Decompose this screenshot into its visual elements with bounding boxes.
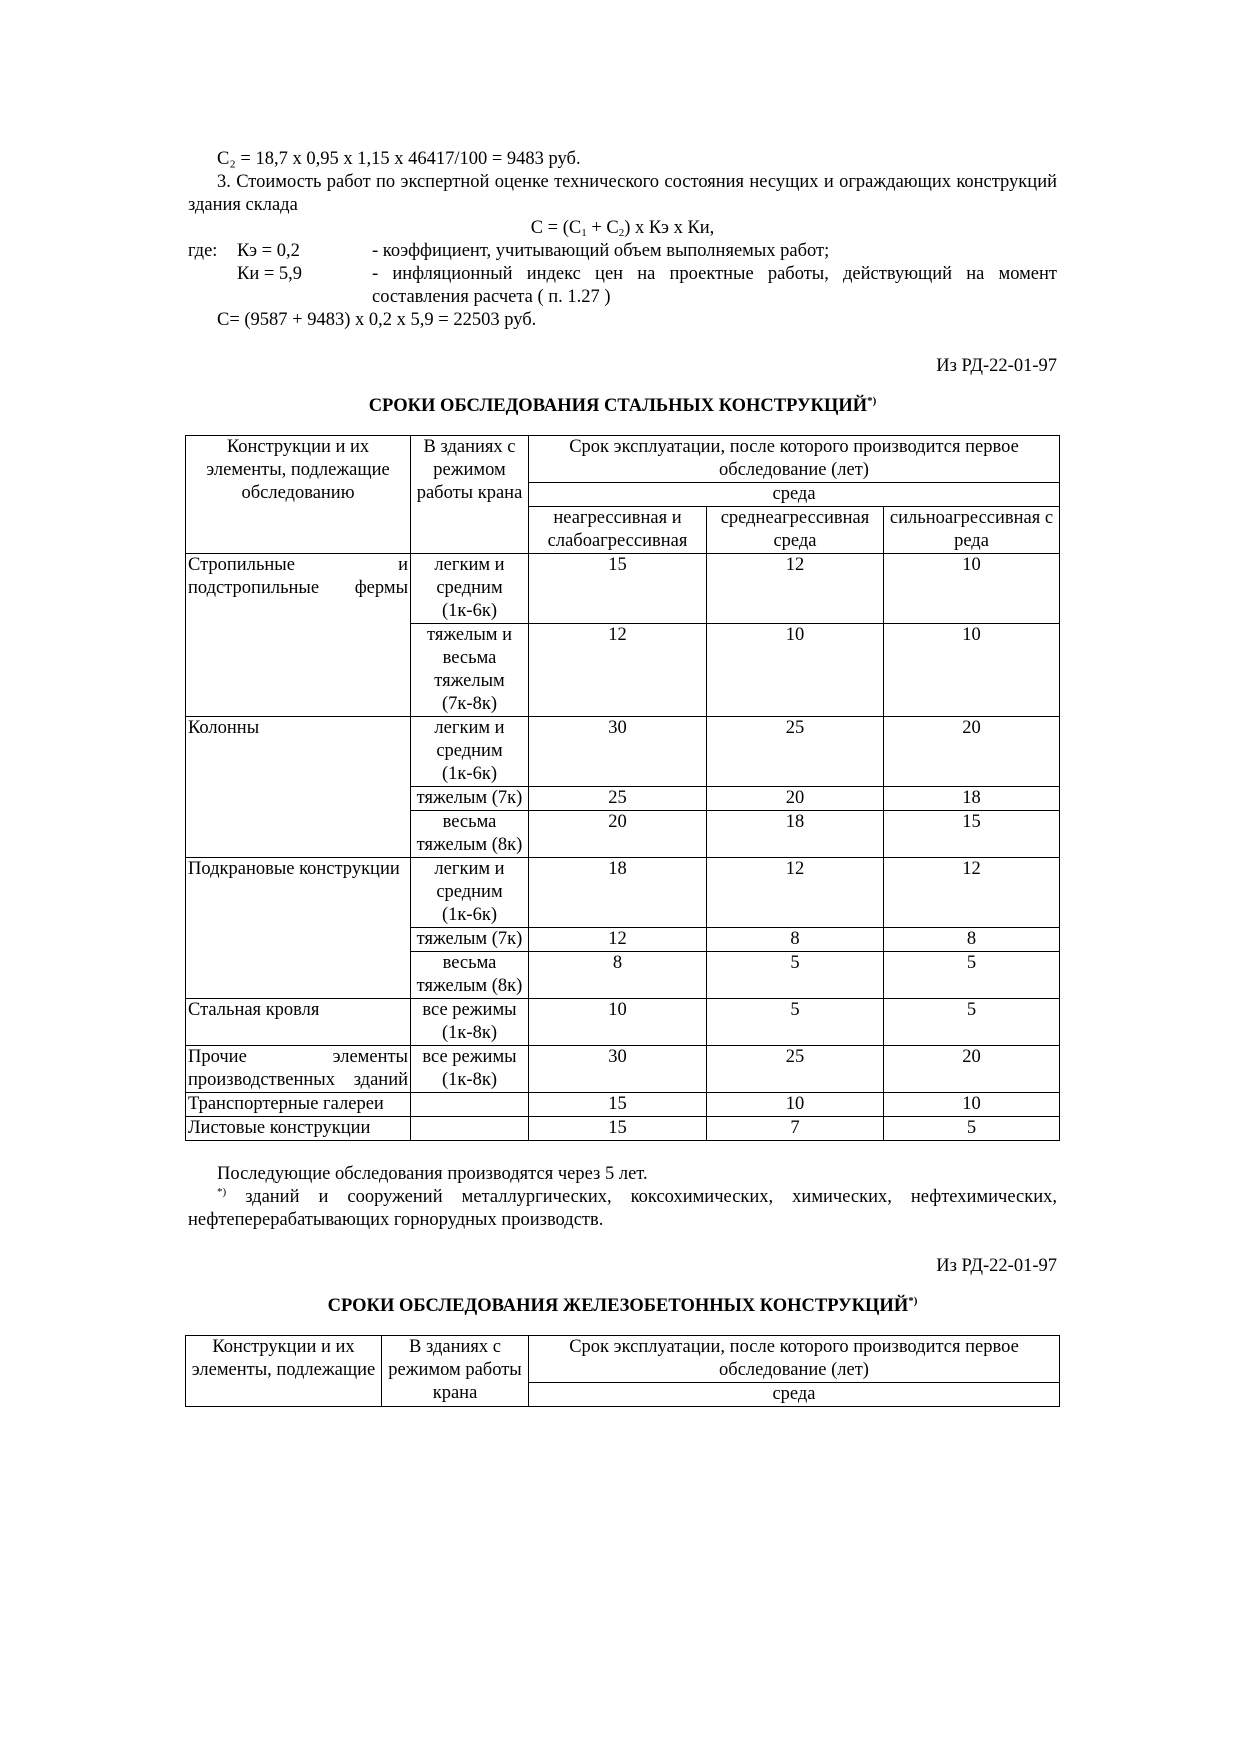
row-value: 15 — [529, 1093, 707, 1117]
table-row — [186, 554, 1060, 624]
row-value: 10 — [707, 1093, 884, 1117]
row-value: 20 — [884, 717, 1060, 787]
row-mode — [411, 1093, 529, 1117]
row-value: 8 — [707, 928, 884, 952]
row-value: 18 — [707, 811, 884, 858]
row-value: 10 — [884, 554, 1060, 624]
header-service-period: Срок эксплуатации, после которого производится первое обследование (лет) — [529, 1336, 1060, 1383]
row-value: 5 — [884, 999, 1060, 1046]
row-value: 15 — [529, 554, 707, 624]
row-element: Прочие элементы производственных зданий — [186, 1046, 411, 1093]
row-mode — [411, 1117, 529, 1141]
header-crane-mode: В зданиях с режимом работы крана — [382, 1336, 529, 1407]
row-element: Листовые конструкции — [186, 1117, 411, 1141]
row-value: 30 — [529, 717, 707, 787]
source-reference-1: Из РД-22-01-97 — [936, 356, 1057, 376]
row-element: Подкрановые конструкции — [186, 858, 411, 999]
row-value: 25 — [707, 717, 884, 787]
section-title-concrete-text: СРОКИ ОБСЛЕДОВАНИЯ ЖЕЛЕЗОБЕТОННЫХ КОНСТРУКЦИЙ — [327, 1296, 909, 1316]
row-mode: тяжелым (7к) — [411, 787, 529, 811]
table-row — [186, 1117, 1060, 1141]
section-title-steel-text: СРОКИ ОБСЛЕДОВАНИЯ СТАЛЬНЫХ КОНСТРУКЦИЙ — [368, 396, 868, 416]
header-elements: Конструкции и их элементы, подлежащие — [186, 1336, 382, 1407]
row-value: 12 — [707, 554, 884, 624]
row-mode: легким и средним (1к-6к) — [411, 717, 529, 787]
row-value: 15 — [529, 1117, 707, 1141]
ki-description: - инфляционный индекс цен на проектные работы, действующий на момент составления расчета ( п. 1.27 ) — [372, 264, 1057, 307]
row-value: 12 — [529, 928, 707, 952]
cost-formula: $С = (С_1 + С_2)$ х Кэ х Ки, — [530, 218, 715, 239]
row-value: 18 — [529, 858, 707, 928]
row-value: 8 — [529, 952, 707, 999]
steel-inspection-table — [185, 435, 1060, 1141]
row-value: 18 — [884, 787, 1060, 811]
row-value: 20 — [707, 787, 884, 811]
row-value: 12 — [529, 624, 707, 717]
document-page — [188, 148, 1057, 1407]
footnote-mark: *) — [867, 395, 877, 407]
row-mode: легким и средним (1к-6к) — [411, 858, 529, 928]
concrete-inspection-table — [185, 1335, 1060, 1407]
row-element: Колонны — [186, 717, 411, 858]
row-value: 12 — [884, 858, 1060, 928]
paragraph-3: 3. Стоимость работ по экспертной оценке технического состояния несущих и ограждающих конструкций здания склада — [188, 172, 1057, 215]
row-element: Стальная кровля — [186, 999, 411, 1046]
row-mode: легким и средним (1к-6к) — [411, 554, 529, 624]
row-value: 12 — [707, 858, 884, 928]
row-mode: все режимы (1к-8к) — [411, 999, 529, 1046]
coefficient-ke-row — [188, 240, 1057, 263]
header-env-medium: среднеагрессивная среда — [707, 507, 884, 554]
ke-description: - коэффициент, учитывающий объем выполняемых работ; — [372, 241, 830, 261]
header-environment: среда — [529, 1383, 1060, 1407]
calc-c2-line: С₂ = 18,7 х 0,95 х 1,15 х 46417/100 = 9483 руб. — [217, 149, 581, 169]
table-row — [186, 999, 1060, 1046]
table-row — [186, 858, 1060, 928]
row-value: 15 — [884, 811, 1060, 858]
row-value: 10 — [884, 1093, 1060, 1117]
where-label: где: — [188, 241, 218, 261]
footnote-followup: Последующие обследования производятся через 5 лет. — [217, 1164, 648, 1184]
table-row — [186, 717, 1060, 787]
row-element: Транспортерные галереи — [186, 1093, 411, 1117]
table-row — [186, 1093, 1060, 1117]
header-elements: Конструкции и их элементы, подлежащие обследованию — [186, 436, 411, 554]
header-service-period: Срок эксплуатации, после которого производится первое обследование (лет) — [529, 436, 1060, 483]
footnote-mark: *) — [908, 1295, 918, 1307]
row-value: 30 — [529, 1046, 707, 1093]
row-mode: тяжелым (7к) — [411, 928, 529, 952]
row-value: 5 — [707, 999, 884, 1046]
row-mode: все режимы (1к-8к) — [411, 1046, 529, 1093]
row-value: 25 — [529, 787, 707, 811]
row-value: 8 — [884, 928, 1060, 952]
ke-symbol: Кэ = 0,2 — [237, 241, 300, 261]
row-value: 20 — [884, 1046, 1060, 1093]
table-header-row — [186, 436, 1060, 483]
row-mode: тяжелым и весьма тяжелым (7к-8к) — [411, 624, 529, 717]
header-environment: среда — [529, 483, 1060, 507]
row-mode: весьма тяжелым (8к) — [411, 952, 529, 999]
row-value: 10 — [707, 624, 884, 717]
header-crane-mode: В зданиях с режимом работы крана — [411, 436, 529, 554]
ki-symbol: Ки = 5,9 — [237, 264, 303, 284]
row-value: 7 — [707, 1117, 884, 1141]
section-title-concrete — [188, 1295, 1057, 1318]
table-header-row — [186, 1336, 1060, 1383]
row-element: Стропильные и подстропильные фермы — [186, 554, 411, 717]
table-row — [186, 1046, 1060, 1093]
row-value: 10 — [884, 624, 1060, 717]
footnote-industries — [188, 1186, 1057, 1232]
row-value: 5 — [707, 952, 884, 999]
coefficient-ki-row — [188, 263, 1057, 309]
row-mode: весьма тяжелым (8к) — [411, 811, 529, 858]
source-reference-2: Из РД-22-01-97 — [936, 1256, 1057, 1276]
header-env-nonaggressive: неагрессивная и слабоагрессивная — [529, 507, 707, 554]
section-title-steel — [188, 395, 1057, 418]
header-env-strong: сильноагрессивная среда — [884, 507, 1060, 554]
row-value: 5 — [884, 952, 1060, 999]
row-value: 20 — [529, 811, 707, 858]
row-value: 5 — [884, 1117, 1060, 1141]
footnote-industries-text: зданий и сооружений металлургических, коксохимических, химических, нефтехимических, нефтеперерабатывающих горнорудных производств. — [188, 1187, 1057, 1230]
row-value: 25 — [707, 1046, 884, 1093]
result-line: С= (9587 + 9483) х 0,2 х 5,9 = 22503 руб. — [217, 310, 537, 330]
footnote-mark: *) — [217, 1186, 227, 1198]
row-value: 10 — [529, 999, 707, 1046]
